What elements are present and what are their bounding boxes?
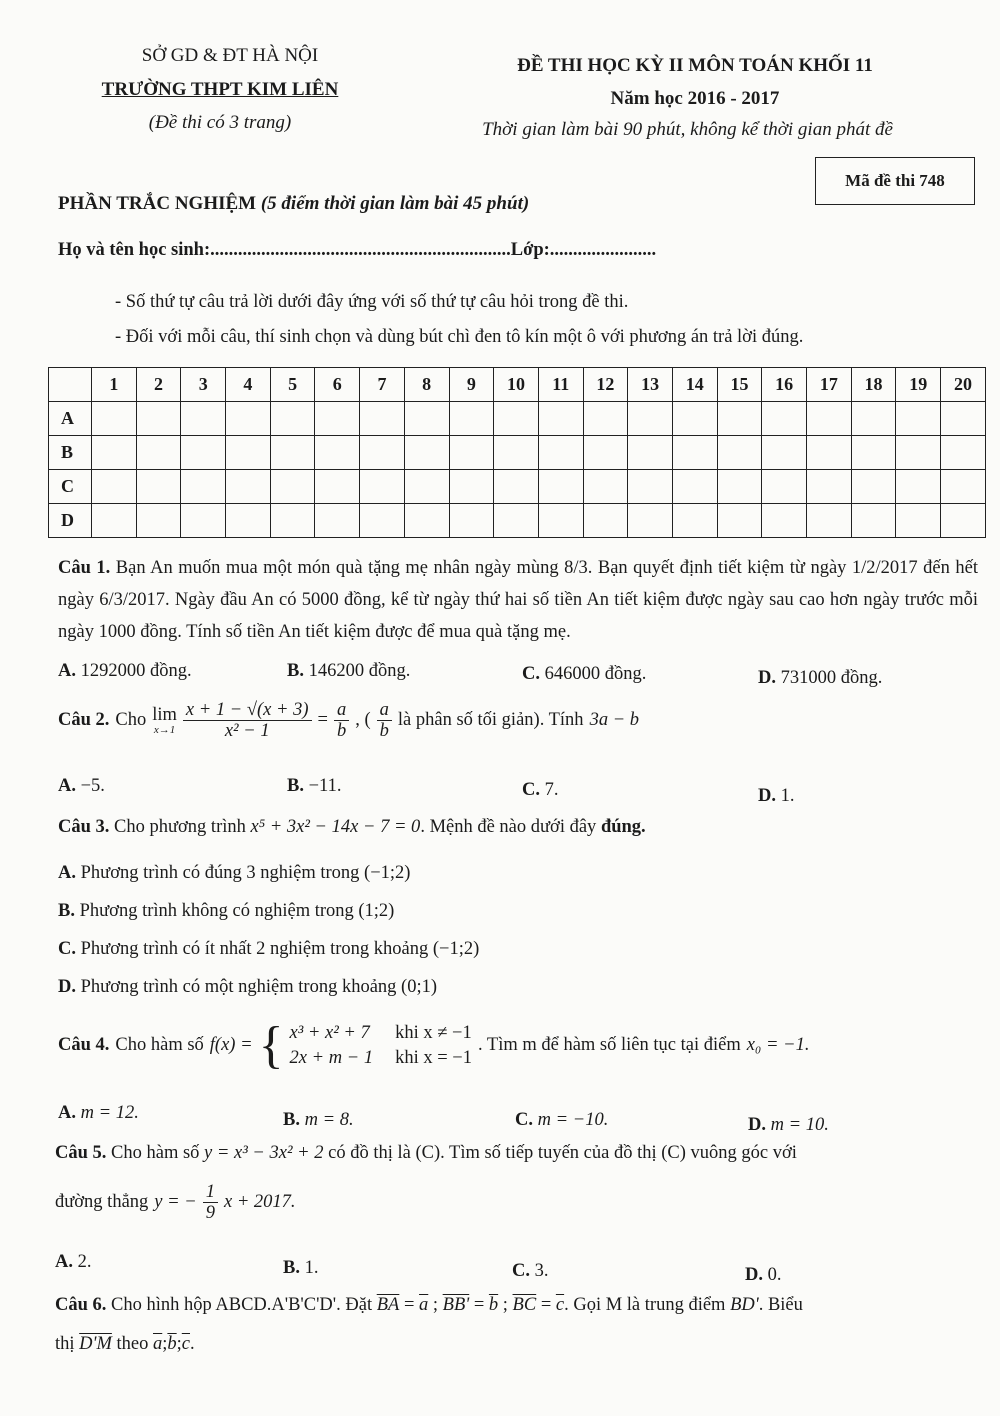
question-label: Câu 1. [58, 558, 111, 578]
answer-cell[interactable] [762, 436, 807, 470]
question-text: Cho hàm số [115, 1035, 204, 1056]
case-expression: x³ + x² + 7 [289, 1022, 370, 1043]
answer-cell[interactable] [449, 504, 494, 538]
equals-sign: = [536, 1295, 556, 1315]
answer-cell[interactable] [494, 504, 539, 538]
department-name: SỞ GD & ĐT HÀ NỘI [141, 45, 319, 66]
option-text: 146200 đồng. [308, 661, 411, 681]
answer-cell[interactable] [494, 470, 539, 504]
answer-cell[interactable] [538, 402, 583, 436]
math-expression: 3a − b [589, 710, 640, 731]
grid-row [49, 470, 986, 504]
answer-cell[interactable] [92, 436, 137, 470]
answer-cell[interactable] [583, 470, 628, 504]
grid-column-header: 15 [717, 368, 762, 402]
question-5-line-2 [55, 1182, 296, 1224]
answer-cell[interactable] [136, 436, 181, 470]
question-label: Câu 5. [55, 1143, 107, 1163]
answer-cell[interactable] [449, 436, 494, 470]
function-name: f(x) = [209, 1035, 253, 1056]
fraction-denominator: b [379, 721, 389, 742]
grid-column-header: 19 [896, 368, 941, 402]
grid-corner-cell [49, 368, 92, 402]
math-expression: y = x³ − 3x² + 2 [204, 1143, 324, 1163]
answer-cell[interactable] [270, 470, 315, 504]
q5-option-c[interactable]: C. 3. [512, 1261, 549, 1281]
q3-option-b[interactable]: B. Phương trình không có nghiệm trong (1;2) [58, 901, 395, 921]
answer-cell[interactable] [92, 402, 137, 436]
answer-cell[interactable] [672, 470, 717, 504]
fraction-denominator: b [336, 721, 347, 742]
answer-cell[interactable] [315, 504, 360, 538]
question-text: . Gọi M là trung điểm [564, 1295, 726, 1315]
separator: . [190, 1334, 195, 1354]
answer-cell[interactable] [941, 402, 986, 436]
answer-cell[interactable] [583, 436, 628, 470]
answer-cell[interactable] [136, 470, 181, 504]
option-text: 646000 đồng. [544, 664, 647, 684]
q5-option-b[interactable]: B. 1. [283, 1258, 319, 1278]
answer-cell[interactable] [896, 470, 941, 504]
separator: ; [176, 1334, 182, 1354]
answer-cell[interactable] [807, 436, 852, 470]
answer-cell[interactable] [762, 504, 807, 538]
answer-cell[interactable] [762, 402, 807, 436]
case-condition: khi x ≠ −1 [395, 1022, 472, 1043]
question-text: Cho hình hộp ABCD.A'B'C'D'. Đặt [111, 1295, 373, 1315]
answer-cell[interactable] [807, 504, 852, 538]
case-expression: 2x + m − 1 [289, 1048, 374, 1068]
exam-code: Mã đề thi 748 [845, 171, 945, 190]
answer-cell[interactable] [404, 504, 449, 538]
option-text: 2. [77, 1252, 92, 1272]
q2-option-a[interactable]: A. −5. [58, 776, 105, 796]
option-text: 7. [544, 780, 559, 800]
math-expression: x₀ = −1. [746, 1035, 810, 1056]
option-text: m = −10. [537, 1110, 609, 1130]
fraction-numerator: 1 [203, 1182, 218, 1203]
answer-cell[interactable] [717, 470, 762, 504]
grid-column-header: 18 [851, 368, 896, 402]
answer-cell[interactable] [181, 436, 226, 470]
question-text: có đồ thị là (C). Tìm số tiếp tuyến của đồ thị (C) vuông góc với [328, 1143, 797, 1163]
answer-cell[interactable] [941, 436, 986, 470]
answer-cell[interactable] [583, 402, 628, 436]
option-text: Phương trình có ít nhất 2 nghiệm trong khoảng (−1;2) [80, 939, 480, 959]
grid-column-header: 7 [360, 368, 405, 402]
grid-row [49, 436, 986, 470]
answer-cell[interactable] [851, 436, 896, 470]
pages-note: (Đề thi có 3 trang) [148, 112, 292, 133]
school-year: Năm học 2016 - 2017 [610, 88, 780, 109]
vector-a: $\overline{a}$ [153, 1334, 163, 1354]
answer-cell[interactable] [136, 504, 181, 538]
grid-column-header: 9 [449, 368, 494, 402]
option-text: m = 10. [770, 1115, 829, 1135]
question-text: đường thẳng [55, 1192, 149, 1213]
answer-cell[interactable] [628, 436, 673, 470]
grid-row [49, 402, 986, 436]
grid-row-label: C [49, 470, 92, 504]
answer-cell[interactable] [672, 504, 717, 538]
answer-cell[interactable] [628, 402, 673, 436]
vector-a: $\overline{a}$ [419, 1295, 429, 1315]
answer-cell[interactable] [538, 436, 583, 470]
separator: ; [428, 1295, 443, 1315]
grid-column-header: 11 [538, 368, 583, 402]
exam-title: ĐỀ THI HỌC KỲ II MÔN TOÁN KHỐI 11 [517, 55, 873, 76]
note-fraction [377, 700, 392, 742]
vector-b: $\overline{b}$ [167, 1334, 177, 1354]
question-emphasis: đúng. [600, 817, 646, 837]
option-text: −11. [308, 776, 342, 796]
answer-cell[interactable] [717, 402, 762, 436]
question-label: Câu 6. [55, 1295, 107, 1315]
question-text: . Mệnh đề nào dưới đây [420, 817, 597, 837]
answer-cell[interactable] [717, 436, 762, 470]
q2-option-d[interactable]: D. 1. [758, 786, 795, 806]
instruction-1: - Số thứ tự câu trả lời dưới đây ứng với số thứ tự câu hỏi trong đề thi. [115, 292, 629, 312]
question-4 [58, 1017, 810, 1074]
student-name-line: Họ và tên học sinh:.................................................................Lớp:....................... [58, 240, 657, 260]
answer-cell[interactable] [851, 470, 896, 504]
question-5 [55, 1142, 797, 1165]
question-text: là phân số tối giản). Tính [397, 710, 584, 731]
grid-column-header: 12 [583, 368, 628, 402]
answer-cell[interactable] [672, 402, 717, 436]
section-subtitle: (5 điểm thời gian làm bài 45 phút) [260, 193, 530, 214]
vector-bc: $\overline{BC}$ [512, 1295, 537, 1315]
answer-cell[interactable] [315, 436, 360, 470]
math-expression: y = − [154, 1192, 197, 1213]
q1-option-d[interactable]: D. 731000 đồng. [758, 668, 883, 688]
q2-option-b[interactable]: B. −11. [287, 776, 342, 796]
answer-cell[interactable] [181, 402, 226, 436]
answer-cell[interactable] [494, 402, 539, 436]
option-text: m = 8. [304, 1110, 354, 1130]
q4-option-d[interactable]: D. m = 10. [748, 1115, 829, 1135]
answer-cell[interactable] [270, 436, 315, 470]
answer-cell[interactable] [807, 470, 852, 504]
answer-cell[interactable] [315, 402, 360, 436]
answer-cell[interactable] [226, 504, 271, 538]
answer-cell[interactable] [896, 436, 941, 470]
school-name: TRƯỜNG THPT KIM LIÊN [101, 79, 339, 100]
question-text: theo [111, 1334, 153, 1354]
grid-row-label: D [49, 504, 92, 538]
section-title: PHẦN TRẮC NGHIỆM [58, 193, 257, 214]
vector-c: $\overline{c}$ [555, 1295, 565, 1315]
answer-cell[interactable] [494, 436, 539, 470]
fraction-numerator: a [377, 700, 392, 721]
answer-cell[interactable] [628, 504, 673, 538]
q5-option-d[interactable]: D. 0. [745, 1265, 782, 1285]
answer-cell[interactable] [226, 436, 271, 470]
vector-b: $\overline{b}$ [488, 1295, 499, 1315]
slope-fraction [203, 1182, 218, 1224]
option-text: Phương trình có một nghiệm trong khoảng (0;1) [80, 977, 437, 997]
equals-sign: = [399, 1295, 420, 1315]
option-text: 0. [767, 1265, 782, 1285]
option-text: 731000 đồng. [780, 668, 883, 688]
q2-option-c[interactable]: C. 7. [522, 780, 559, 800]
section-heading [58, 193, 529, 215]
answer-cell[interactable] [807, 402, 852, 436]
answer-cell[interactable] [538, 504, 583, 538]
fraction-denominator: x² − 1 [224, 721, 270, 742]
grid-column-header: 1 [92, 368, 137, 402]
math-expression: x⁵ + 3x² − 14x − 7 = 0 [250, 817, 421, 837]
instruction-2: - Đối với mỗi câu, thí sinh chọn và dùng bút chì đen tô kín một ô với phương án trả lời đúng. [115, 327, 804, 347]
separator: ; [162, 1334, 168, 1354]
q3-option-d[interactable]: D. Phương trình có một nghiệm trong khoảng (0;1) [58, 977, 437, 997]
answer-cell[interactable] [941, 470, 986, 504]
question-text: , ( [355, 710, 371, 731]
answer-cell[interactable] [896, 504, 941, 538]
q4-option-b[interactable]: B. m = 8. [283, 1110, 354, 1130]
question-label: Câu 3. [58, 817, 110, 837]
option-text: 1292000 đồng. [80, 661, 192, 681]
answer-cell[interactable] [583, 504, 628, 538]
answer-cell[interactable] [226, 402, 271, 436]
grid-column-header: 13 [628, 368, 673, 402]
grid-row [49, 504, 986, 538]
question-label: Câu 4. [58, 1035, 110, 1056]
answer-cell[interactable] [92, 470, 137, 504]
grid-column-header: 20 [941, 368, 986, 402]
time-note: Thời gian làm bài 90 phút, không kể thời gian phát đề [482, 119, 893, 140]
vector-d-prime-m: D'M [79, 1334, 112, 1354]
result-fraction [334, 700, 349, 742]
answer-cell[interactable] [360, 504, 405, 538]
option-text: 1. [780, 786, 795, 806]
answer-cell[interactable] [538, 470, 583, 504]
question-text: Bạn An muốn mua một món quà tặng mẹ nhân ngày mùng 8/3. Bạn quyết định tiết kiệm từ ngày 1/2/2017 đến hết ngày 6/3/2017. Ngày đầu An có 5000 đồng, kể từ ngày thứ hai số tiền An tiết kiệm được ngày sau cao hơn ngày trước mỗi ngày 1000 đồng. Tính số tiền An tiết kiệm được để mua quà tặng mẹ. [58, 558, 978, 642]
math-expression: x + 2017. [223, 1192, 296, 1213]
answer-cell[interactable] [360, 470, 405, 504]
q1-option-c[interactable]: C. 646000 đồng. [522, 664, 647, 684]
question-1 [58, 552, 978, 648]
answer-cell[interactable] [404, 402, 449, 436]
answer-cell[interactable] [315, 470, 360, 504]
q1-option-b[interactable]: B. 146200 đồng. [287, 661, 411, 681]
question-text: Cho phương trình [114, 817, 246, 837]
limit-symbol [152, 706, 177, 736]
answer-cell[interactable] [270, 402, 315, 436]
question-text: thị [55, 1334, 75, 1354]
option-text: −5. [80, 776, 105, 796]
grid-column-header: 6 [315, 368, 360, 402]
grid-column-header: 10 [494, 368, 539, 402]
question-6 [55, 1294, 975, 1317]
grid-row-label: B [49, 436, 92, 470]
math-expression: BD' [730, 1295, 759, 1315]
question-label: Câu 2. [58, 710, 110, 731]
answer-cell[interactable] [896, 402, 941, 436]
question-text: . Tìm m để hàm số liên tục tại điểm [477, 1035, 741, 1056]
answer-cell[interactable] [941, 504, 986, 538]
grid-column-header: 4 [226, 368, 271, 402]
answer-cell[interactable] [449, 470, 494, 504]
grid-row-label: A [49, 402, 92, 436]
answer-cell[interactable] [449, 402, 494, 436]
grid-header-row [49, 368, 986, 402]
answer-cell[interactable] [92, 504, 137, 538]
question-3 [58, 816, 646, 839]
question-text: Cho [115, 710, 147, 731]
fraction-numerator: a [334, 700, 349, 721]
exam-code-box [815, 157, 975, 205]
lim-subscript: x→1 [153, 723, 176, 736]
piecewise-cases [290, 1022, 472, 1070]
grid-column-header: 16 [762, 368, 807, 402]
equals-sign: = [317, 710, 328, 731]
answer-cell[interactable] [851, 504, 896, 538]
answer-cell[interactable] [404, 470, 449, 504]
grid-column-header: 17 [807, 368, 852, 402]
answer-cell[interactable] [672, 436, 717, 470]
option-text: 1. [304, 1258, 319, 1278]
grid-column-header: 14 [672, 368, 717, 402]
separator: ; [498, 1295, 513, 1315]
option-text: 3. [534, 1261, 549, 1281]
q1-option-a[interactable]: A. 1292000 đồng. [58, 661, 192, 681]
answer-cell[interactable] [181, 504, 226, 538]
answer-cell[interactable] [360, 402, 405, 436]
question-text: . Biểu [758, 1295, 803, 1315]
question-2 [58, 700, 639, 742]
answer-cell[interactable] [270, 504, 315, 538]
grid-column-header: 8 [404, 368, 449, 402]
lim-text: lim [152, 705, 177, 726]
option-text: Phương trình có đúng 3 nghiệm trong (−1;2) [80, 863, 411, 883]
question-6-line-2 [55, 1333, 195, 1356]
q4-option-a[interactable]: A. m = 12. [58, 1103, 139, 1123]
answer-cell[interactable] [404, 436, 449, 470]
option-text: m = 12. [80, 1103, 139, 1123]
answer-cell[interactable] [717, 504, 762, 538]
q3-option-a[interactable]: A. Phương trình có đúng 3 nghiệm trong (−1;2) [58, 863, 411, 883]
answer-grid [48, 367, 986, 538]
vector-c: $\overline{c}$ [181, 1334, 190, 1354]
answer-cell[interactable] [762, 470, 807, 504]
q3-option-c[interactable]: C. Phương trình có ít nhất 2 nghiệm trong khoảng (−1;2) [58, 939, 480, 959]
grid-column-header: 3 [181, 368, 226, 402]
fraction-denominator: 9 [205, 1203, 215, 1224]
grid-column-header: 2 [136, 368, 181, 402]
answer-cell[interactable] [851, 402, 896, 436]
answer-cell[interactable] [181, 470, 226, 504]
answer-cell[interactable] [226, 470, 271, 504]
case-condition: khi x = −1 [395, 1048, 472, 1068]
q5-option-a[interactable]: A. 2. [55, 1252, 92, 1272]
vector-bb-prime: BB' [442, 1295, 470, 1315]
limit-fraction [183, 700, 312, 742]
answer-cell[interactable] [628, 470, 673, 504]
grid-column-header: 5 [270, 368, 315, 402]
answer-cell[interactable] [360, 436, 405, 470]
vector-ba: $\overline{BA}$ [376, 1295, 400, 1315]
equals-sign: = [469, 1295, 489, 1315]
answer-cell[interactable] [136, 402, 181, 436]
q4-option-c[interactable]: C. m = −10. [515, 1110, 609, 1130]
brace-icon: { [258, 1017, 284, 1074]
question-text: Cho hàm số [111, 1143, 200, 1163]
fraction-numerator: x + 1 − √(x + 3) [183, 700, 312, 721]
option-text: Phương trình không có nghiệm trong (1;2) [79, 901, 395, 921]
